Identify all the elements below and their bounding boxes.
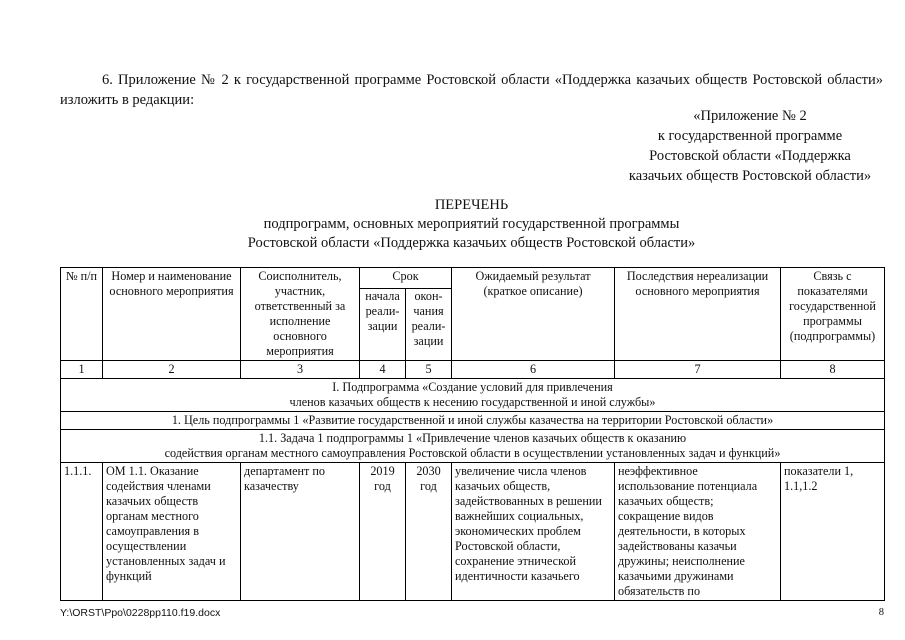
col-number: 1 <box>61 361 103 379</box>
subprogram-row <box>61 379 885 412</box>
col-number: 7 <box>615 361 781 379</box>
col-number: 6 <box>452 361 615 379</box>
subprogram-line: I. Подпрограмма «Создание условий для привлечения <box>332 380 613 394</box>
subprogram-line: членов казачьих обществ к несению государственной и иной службы» <box>289 395 656 409</box>
header-executor: Соисполнитель, участник, ответственный за исполнение основного мероприятия <box>241 268 360 361</box>
table-row <box>61 463 885 601</box>
row-executor: департамент по казачеству <box>241 463 360 601</box>
goal-row <box>61 412 885 430</box>
header-name: Номер и наименование основного мероприятия <box>103 268 241 361</box>
header-term: Срок <box>360 268 452 289</box>
col-number: 4 <box>360 361 406 379</box>
column-numbers-row <box>61 361 885 379</box>
task-title <box>61 430 885 463</box>
title-subtitle: Ростовской области «Поддержка казачьих обществ Ростовской области» <box>247 235 696 251</box>
row-link: показатели 1, 1.1,1.2 <box>781 463 885 601</box>
header-row <box>61 268 885 289</box>
task-line: 1.1. Задача 1 подпрограммы 1 «Привлечение членов казачьих обществ к оказанию <box>258 431 687 445</box>
col-number: 5 <box>406 361 452 379</box>
header-start: начала реали-зации <box>360 289 406 361</box>
task-row <box>61 430 885 463</box>
appendix-line: «Приложение № 2 <box>693 108 807 124</box>
header-end: окон-чания реали-зации <box>406 289 452 361</box>
row-consequences: неэффективное использование потенциала казачьих обществ; сокращение видов деятельности, в которых задействованы казачьи дружины; неисполнение казачьими дружинами обязательств по <box>615 463 781 601</box>
row-num: 1.1.1. <box>61 463 103 601</box>
subprogram-title <box>61 379 885 412</box>
page-number: 8 <box>878 607 884 618</box>
title-heading: ПЕРЕЧЕНЬ <box>434 197 509 213</box>
intro-paragraph: 6. Приложение № 2 к государственной программе Ростовской области «Поддержка казачьих обществ Ростовской области» изложить в редакции: <box>60 72 883 108</box>
col-number: 8 <box>781 361 885 379</box>
document-title <box>60 196 883 253</box>
header-num: № п/п <box>61 268 103 361</box>
goal-title: 1. Цель подпрограммы 1 «Развитие государственной и иной службы казачества на территории Ростовской области» <box>61 412 885 430</box>
row-result: увеличение числа членов казачьих обществ, задействованных в решении важнейших социальных, экономических проблем Ростовской области, сохранение этнической идентичности казачьего <box>452 463 615 601</box>
task-line: содействия органам местного самоуправления Ростовской области в осуществлении установленных задач и функций» <box>164 446 781 460</box>
title-subtitle: подпрограмм, основных мероприятий государственной программы <box>263 216 680 232</box>
appendix-line: к государственной программе <box>657 128 843 144</box>
file-path: Y:\ORST\Ppo\0228pp110.f19.docx <box>60 607 221 619</box>
header-consequences: Последствия нереализации основного мероприятия <box>615 268 781 361</box>
col-number: 2 <box>103 361 241 379</box>
header-result: Ожидаемый результат (краткое описание) <box>452 268 615 361</box>
row-end: 2030 год <box>406 463 452 601</box>
program-table <box>60 267 885 601</box>
row-name: ОМ 1.1. Оказание содействия членами казачьих обществ органам местного самоуправления в осуществлении установленных задач и функций <box>103 463 241 601</box>
appendix-reference <box>600 106 900 186</box>
appendix-line: Ростовской области «Поддержка <box>649 148 851 164</box>
row-start: 2019 год <box>360 463 406 601</box>
header-link: Связь с показателями государственной программы (подпрограммы) <box>781 268 885 361</box>
appendix-line: казачьих обществ Ростовской области» <box>628 168 872 184</box>
col-number: 3 <box>241 361 360 379</box>
